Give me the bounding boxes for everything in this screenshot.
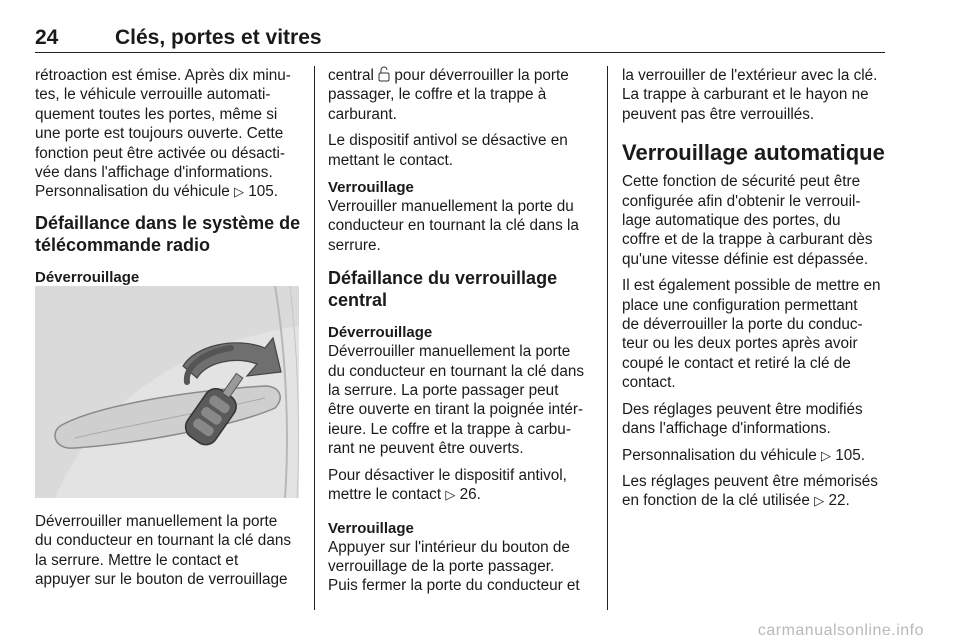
text-line: quement toutes les portes, même si bbox=[35, 105, 278, 123]
paragraph bbox=[622, 66, 888, 124]
text-line: mettant le contact. bbox=[328, 151, 453, 169]
cross-reference-page[interactable]: 26. bbox=[459, 486, 481, 504]
text-line: Cette fonction de sécurité peut être bbox=[622, 173, 861, 191]
paragraph bbox=[328, 131, 590, 170]
text-line: teur ou les deux portes après avoir bbox=[622, 335, 858, 353]
subheading: Déverrouillage bbox=[35, 268, 140, 286]
text-line: verrouillage de la porte passager. bbox=[328, 557, 555, 575]
text-line: contact. bbox=[622, 374, 676, 392]
paragraph bbox=[622, 446, 888, 465]
paragraph bbox=[328, 66, 590, 124]
cross-reference-text: mettre le contact bbox=[328, 486, 442, 504]
paragraph bbox=[622, 400, 888, 439]
text-line: ieure. Le coffre et la trappe à carbu- bbox=[328, 420, 571, 438]
text-line: dans l'affichage d'informations. bbox=[622, 420, 831, 438]
text-line: de déverrouiller la porte du conduc- bbox=[622, 316, 863, 334]
paragraph bbox=[328, 538, 590, 596]
text-line: appuyer sur le bouton de verrouillage bbox=[35, 571, 288, 589]
text-line: place une configuration permettant bbox=[622, 296, 858, 314]
ref-arrow-icon: ▷ bbox=[814, 493, 825, 509]
section-heading: Défaillance dans le système de télécommande radio bbox=[35, 212, 301, 255]
text-line: passager, le coffre et la trappe à bbox=[328, 86, 547, 104]
watermark: carmanualsonline.info bbox=[757, 622, 924, 639]
text-line: Puis fermer la porte du conducteur et bbox=[328, 577, 580, 595]
column-divider bbox=[314, 66, 315, 610]
text-line: carburant. bbox=[328, 105, 397, 123]
ref-arrow-icon: ▷ bbox=[821, 447, 831, 463]
subheading: Verrouillage bbox=[328, 179, 414, 197]
key-lock-icon bbox=[35, 286, 299, 498]
cross-reference-page[interactable]: 105. bbox=[248, 183, 279, 201]
door-key-illustration bbox=[35, 286, 299, 498]
page-number: 24 bbox=[35, 26, 59, 49]
section-heading: Verrouillage automatique bbox=[622, 140, 885, 166]
text-line: tes, le véhicule verrouille automati- bbox=[35, 86, 271, 104]
text-line: lage automatique des portes, du bbox=[622, 212, 841, 230]
cross-reference-text: Personnalisation du véhicule bbox=[622, 446, 817, 464]
text-line: configurée afin d'obtenir le verrouil- bbox=[622, 192, 861, 210]
paragraph bbox=[622, 472, 888, 511]
subheading: Déverrouillage bbox=[328, 324, 433, 342]
section-heading: Défaillance du verrouillage central bbox=[328, 268, 558, 311]
paragraph bbox=[328, 342, 590, 458]
text-line: coffre et de la trappe à carburant dès bbox=[622, 231, 873, 249]
paragraph bbox=[622, 172, 888, 269]
column-divider bbox=[607, 66, 608, 610]
unlock-icon bbox=[378, 67, 394, 84]
figure-caption bbox=[35, 512, 301, 590]
text-segment: pour déverrouiller la porte bbox=[394, 67, 569, 84]
text-line: rétroaction est émise. Après dix minu- bbox=[35, 67, 291, 84]
ref-arrow-icon: ▷ bbox=[445, 487, 456, 503]
text-line: Des réglages peuvent être modifiés bbox=[622, 400, 863, 418]
text-line: qu'une vitesse définie est dépassée. bbox=[622, 250, 869, 268]
cross-reference-page[interactable]: 22. bbox=[828, 492, 850, 510]
text-line: Déverrouiller manuellement la porte bbox=[35, 513, 278, 530]
cross-reference-page[interactable]: 105. bbox=[835, 446, 866, 464]
paragraph bbox=[328, 466, 590, 505]
text-line: Il est également possible de mettre en bbox=[622, 277, 881, 295]
column-1 bbox=[35, 66, 301, 287]
ref-arrow-icon: ▷ bbox=[234, 184, 244, 200]
text-line: Pour désactiver le dispositif antivol, bbox=[328, 466, 567, 484]
text-line: Verrouiller manuellement la porte du bbox=[328, 198, 574, 216]
column-2 bbox=[328, 66, 590, 603]
cross-reference-text: Personnalisation du véhicule bbox=[35, 183, 230, 201]
text-line: conducteur en tournant la clé dans la bbox=[328, 217, 579, 235]
text-line: la serrure. La porte passager peut bbox=[328, 382, 559, 400]
page-header bbox=[35, 26, 885, 53]
text-line: rant ne peuvent être ouverts. bbox=[328, 440, 524, 458]
text-line: Appuyer sur l'intérieur du bouton de bbox=[328, 538, 570, 556]
cross-reference-text: en fonction de la clé utilisée bbox=[622, 492, 810, 510]
text-line: vée dans l'affichage d'informations. bbox=[35, 164, 273, 182]
text-segment: central bbox=[328, 67, 374, 84]
text-line: coupé le contact et retiré la clé de bbox=[622, 354, 851, 372]
text-line: une porte est toujours ouverte. Cette bbox=[35, 125, 284, 143]
subheading: Verrouillage bbox=[328, 519, 414, 537]
text-line: du conducteur en tournant la clé dans bbox=[328, 362, 584, 380]
text-line: La trappe à carburant et le hayon ne bbox=[622, 86, 869, 104]
page-title: Clés, portes et vitres bbox=[115, 26, 322, 49]
text-line: être ouverte en tirant la poignée intér- bbox=[328, 401, 584, 419]
text-line: du conducteur en tournant la clé dans bbox=[35, 532, 291, 550]
paragraph bbox=[35, 66, 301, 202]
text-line: Le dispositif antivol se désactive en bbox=[328, 132, 568, 150]
text-line: Déverrouiller manuellement la porte bbox=[328, 343, 571, 361]
text-line: la verrouiller de l'extérieur avec la clé. bbox=[622, 67, 878, 84]
text-line: serrure. bbox=[328, 236, 381, 254]
column-3 bbox=[622, 66, 888, 518]
text-line: peuvent pas être verrouillés. bbox=[622, 105, 815, 123]
text-line: Les réglages peuvent être mémorisés bbox=[622, 472, 878, 490]
text-line: fonction peut être activée ou désacti- bbox=[35, 144, 286, 162]
paragraph bbox=[622, 276, 888, 392]
text-line: la serrure. Mettre le contact et bbox=[35, 551, 239, 569]
paragraph bbox=[328, 197, 590, 255]
